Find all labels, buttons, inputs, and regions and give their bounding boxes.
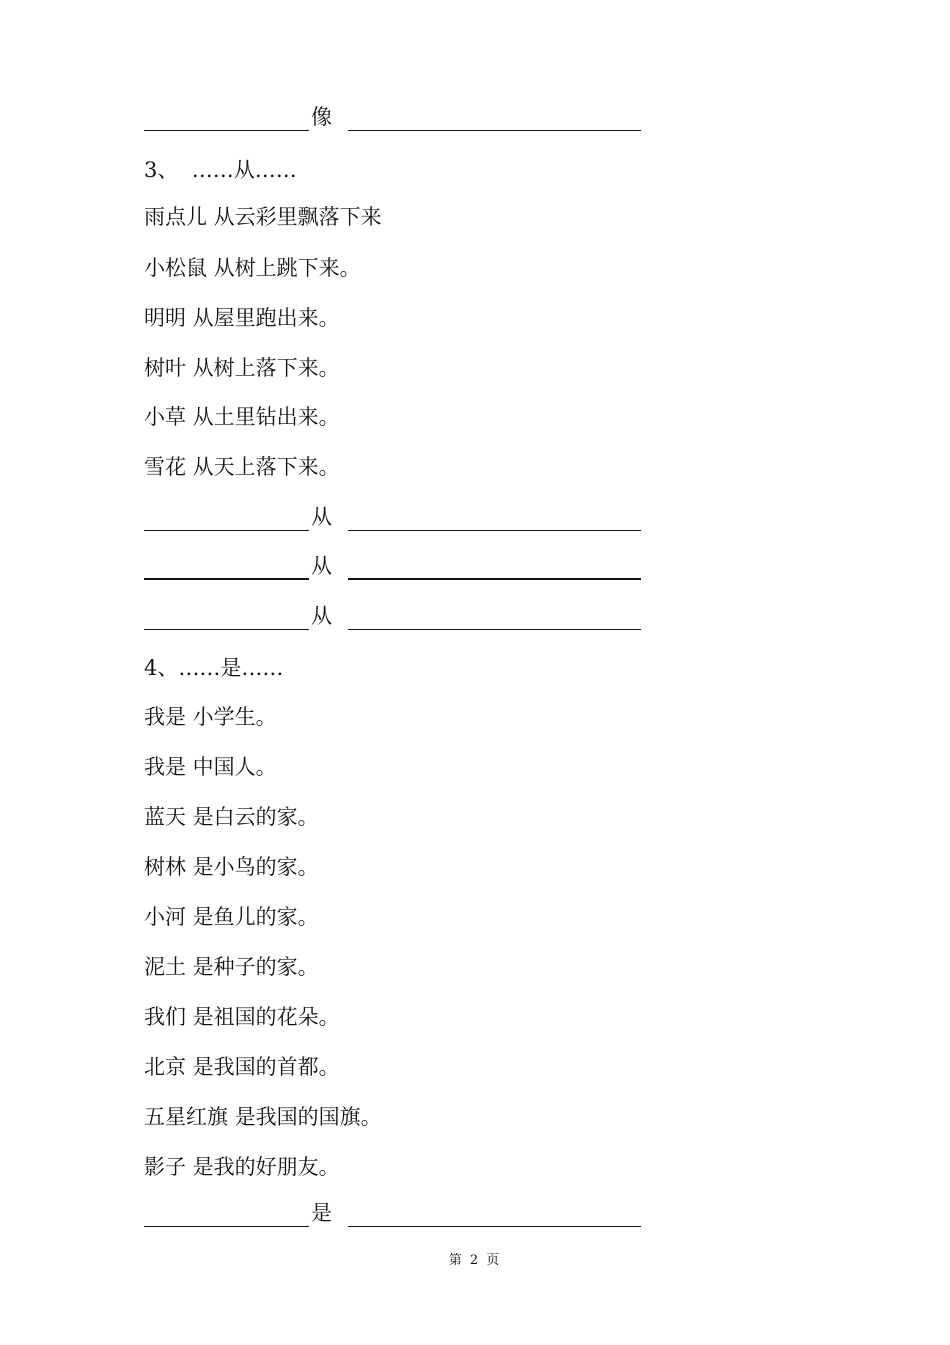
example-line: 小草 从土里钻出来。: [144, 405, 340, 429]
blank-right[interactable]: [348, 1226, 641, 1227]
blank-left[interactable]: [144, 1226, 309, 1227]
keyword-shi: 是: [311, 1201, 332, 1225]
keyword-cong: 从: [311, 505, 332, 529]
example-line: 影子 是我的好朋友。: [144, 1155, 340, 1179]
example-line: 树叶 从树上落下来。: [144, 356, 340, 380]
example-line: 树林 是小鸟的家。: [144, 855, 319, 879]
example-line: 明明 从屋里跑出来。: [144, 306, 340, 330]
example-line: 蓝天 是白云的家。: [144, 805, 319, 829]
blank-left[interactable]: [144, 578, 309, 580]
section-3-heading: 3、 ……从……: [144, 158, 297, 182]
blank-right[interactable]: [348, 629, 641, 630]
fill-row-cong: [144, 550, 641, 580]
page-number: 第 2 页: [448, 1253, 502, 1268]
section-4-heading: 4、……是……: [144, 656, 284, 680]
example-line: 北京 是我国的首都。: [144, 1055, 340, 1079]
blank-right[interactable]: [348, 130, 641, 131]
fill-row-shi: [144, 1197, 641, 1227]
example-line: 雪花 从天上落下来。: [144, 455, 340, 479]
keyword-cong: 从: [311, 554, 332, 578]
fill-row-cong: [144, 600, 641, 630]
blank-right[interactable]: [348, 578, 641, 580]
example-line: 五星红旗 是我国的国旗。: [144, 1105, 382, 1129]
keyword-cong: 从: [311, 604, 332, 628]
fill-row-xiang: [144, 101, 641, 131]
example-line: 小松鼠 从树上跳下来。: [144, 256, 361, 280]
example-line: 我是 小学生。: [144, 705, 277, 729]
blank-left[interactable]: [144, 130, 309, 131]
example-line: 泥土 是种子的家。: [144, 955, 319, 979]
example-line: 雨点儿 从云彩里飘落下来: [144, 205, 382, 229]
example-line: 小河 是鱼儿的家。: [144, 905, 319, 929]
example-line: 我是 中国人。: [144, 755, 277, 779]
example-line: 我们 是祖国的花朵。: [144, 1005, 340, 1029]
blank-right[interactable]: [348, 530, 641, 531]
blank-left[interactable]: [144, 629, 309, 630]
fill-row-cong: [144, 501, 641, 531]
keyword-xiang: 像: [311, 105, 332, 129]
blank-left[interactable]: [144, 530, 309, 531]
